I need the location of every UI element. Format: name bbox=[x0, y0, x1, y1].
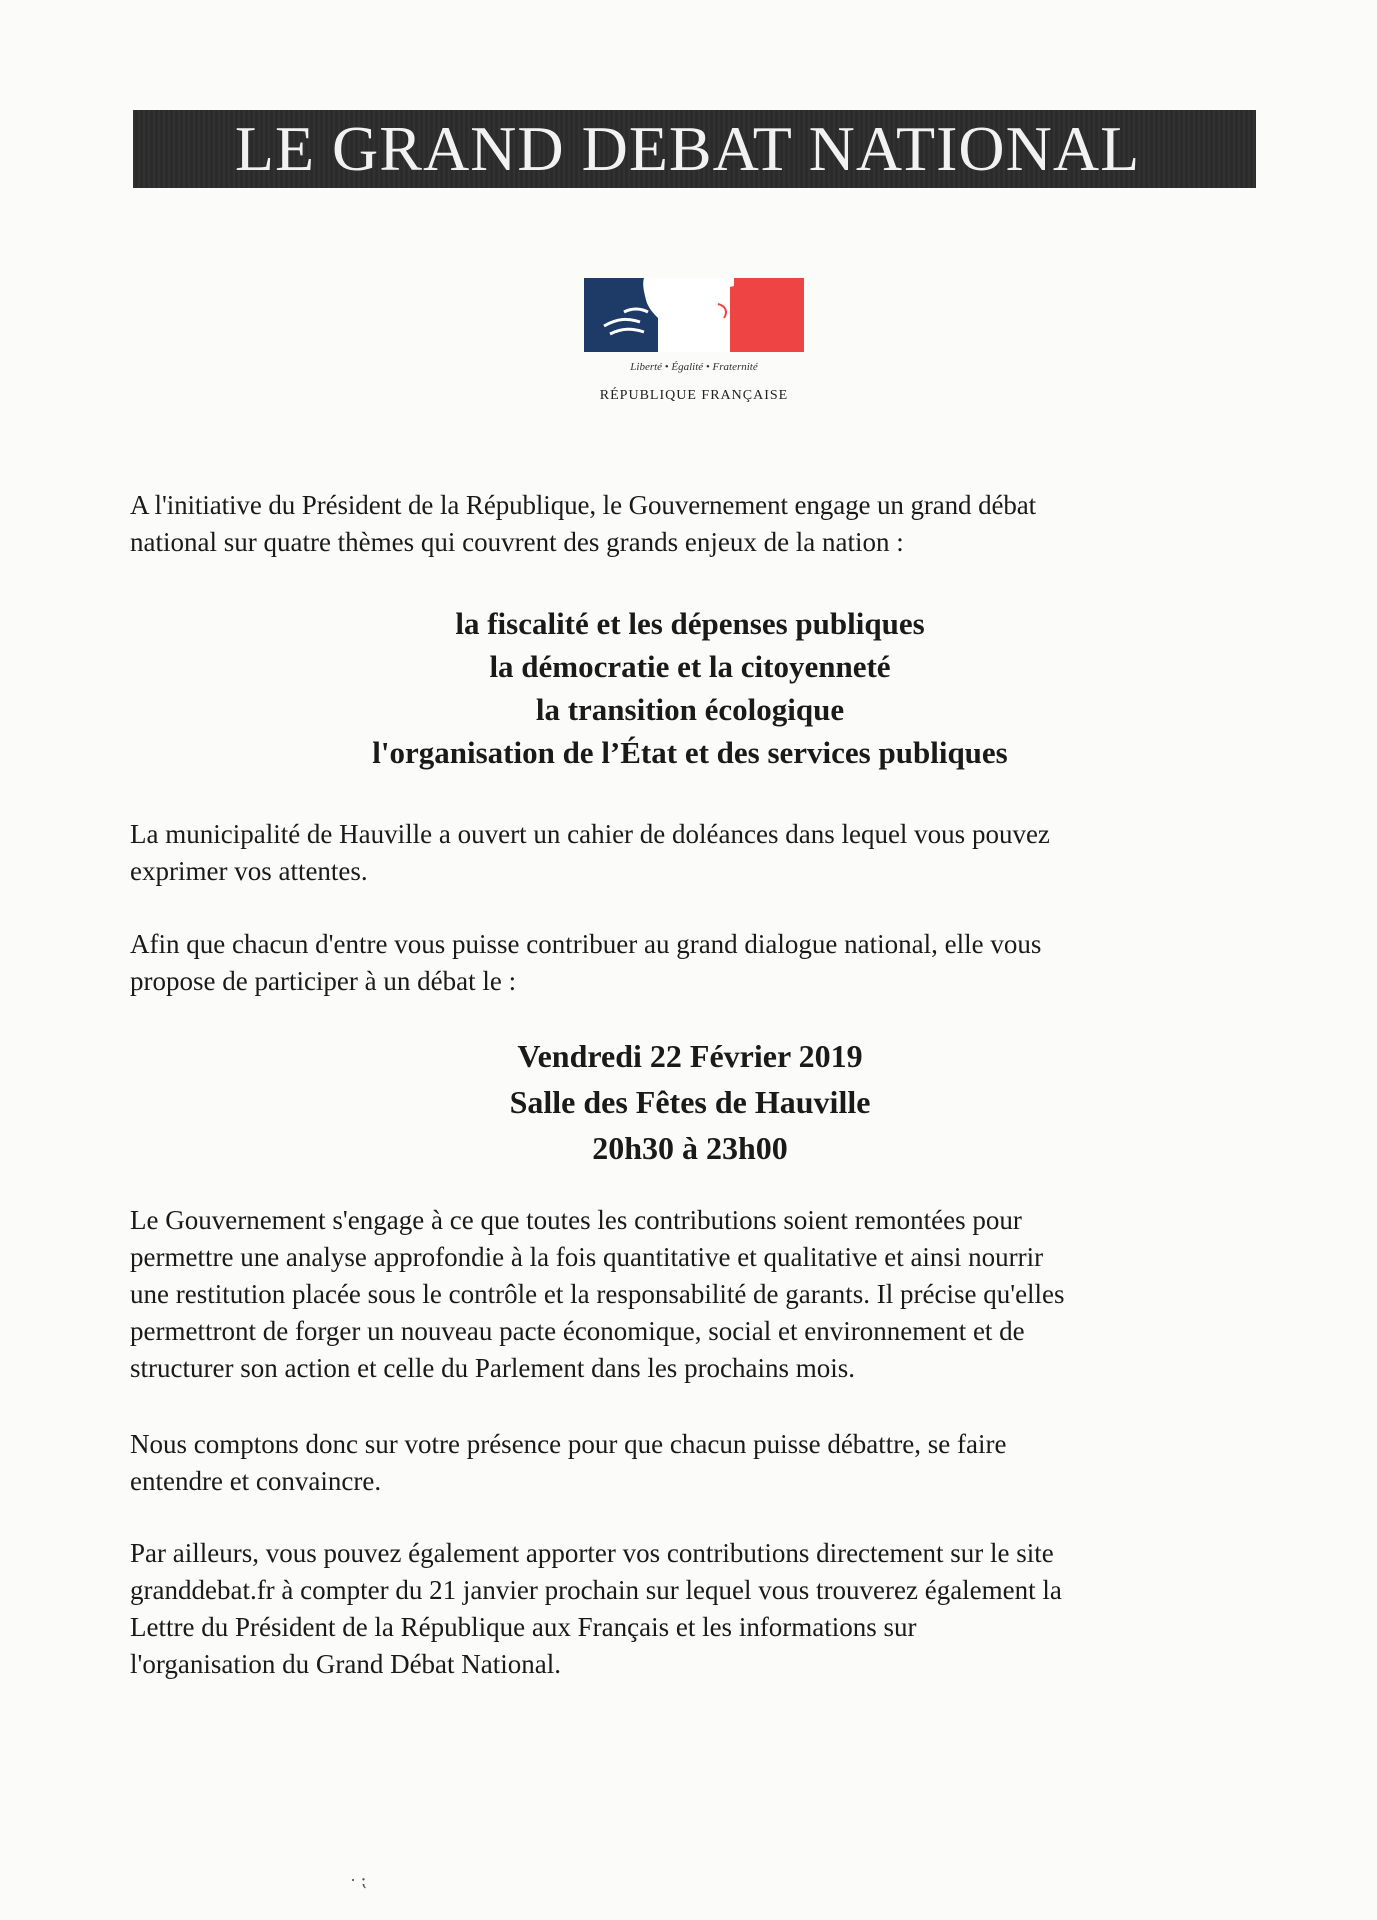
list-item: la fiscalité et les dépenses publiques bbox=[455, 606, 925, 641]
logo-name: RÉPUBLIQUE FRANÇAISE bbox=[599, 388, 789, 403]
presence-paragraph bbox=[130, 1426, 1250, 1500]
list-item: la démocratie et la citoyenneté bbox=[489, 649, 891, 684]
text-line: permettront de forger un nouveau pacte économique, social et environnement et de bbox=[130, 1316, 1025, 1346]
text-line: permettre une analyse approfondie à la fois quantitative et qualitative et ainsi nourrir bbox=[130, 1242, 1044, 1272]
event-details bbox=[290, 1033, 1090, 1171]
text-line: Le Gouvernement s'engage à ce que toutes les contributions soient remontées pour bbox=[130, 1205, 1022, 1235]
title-banner bbox=[133, 110, 1256, 188]
republique-francaise-logo bbox=[584, 278, 804, 410]
event-place: Salle des Fêtes de Hauville bbox=[509, 1084, 871, 1120]
themes-list bbox=[180, 602, 1200, 774]
scan-mark: · ⁏ bbox=[350, 1870, 367, 1890]
text-line: structurer son action et celle du Parlement dans les prochains mois. bbox=[130, 1353, 856, 1383]
municipality-paragraph bbox=[130, 816, 1250, 890]
text-line: Afin que chacun d'entre vous puisse contribuer au grand dialogue national, elle vous bbox=[130, 929, 1042, 959]
event-time: 20h30 à 23h00 bbox=[592, 1130, 788, 1166]
text-line: l'organisation du Grand Débat National. bbox=[130, 1649, 562, 1679]
marianne-icon bbox=[584, 278, 804, 352]
text-line: granddebat.fr à compter du 21 janvier prochain sur lequel vous trouverez également la bbox=[130, 1575, 1062, 1605]
commitment-paragraph bbox=[130, 1202, 1250, 1387]
text-line: exprimer vos attentes. bbox=[130, 856, 368, 886]
intro-paragraph bbox=[130, 487, 1250, 561]
text-line: national sur quatre thèmes qui couvrent des grands enjeux de la nation : bbox=[130, 527, 904, 557]
list-item: l'organisation de l’État et des services publiques bbox=[372, 735, 1008, 770]
text-line: Nous comptons donc sur votre présence pour que chacun puisse débattre, se faire bbox=[130, 1429, 1007, 1459]
text-line: une restitution placée sous le contrôle et la responsabilité de garants. Il précise qu'elles bbox=[130, 1279, 1065, 1309]
invitation-paragraph bbox=[130, 926, 1250, 1000]
list-item: la transition écologique bbox=[535, 692, 845, 727]
text-line: Par ailleurs, vous pouvez également apporter vos contributions directement sur le site bbox=[130, 1538, 1054, 1568]
text-line: entendre et convaincre. bbox=[130, 1466, 382, 1496]
event-date: Vendredi 22 Février 2019 bbox=[517, 1038, 863, 1074]
text-line: Lettre du Président de la République aux Français et les informations sur bbox=[130, 1612, 917, 1642]
text-line: A l'initiative du Président de la République, le Gouvernement engage un grand débat bbox=[130, 490, 1037, 520]
page-title: LE GRAND DEBAT NATIONAL bbox=[234, 113, 1141, 184]
text-line: La municipalité de Hauville a ouvert un cahier de doléances dans lequel vous pouvez bbox=[130, 819, 1050, 849]
text-line: propose de participer à un débat le : bbox=[130, 966, 517, 996]
online-paragraph bbox=[130, 1535, 1250, 1683]
logo-motto: Liberté • Égalité • Fraternité bbox=[630, 361, 758, 373]
